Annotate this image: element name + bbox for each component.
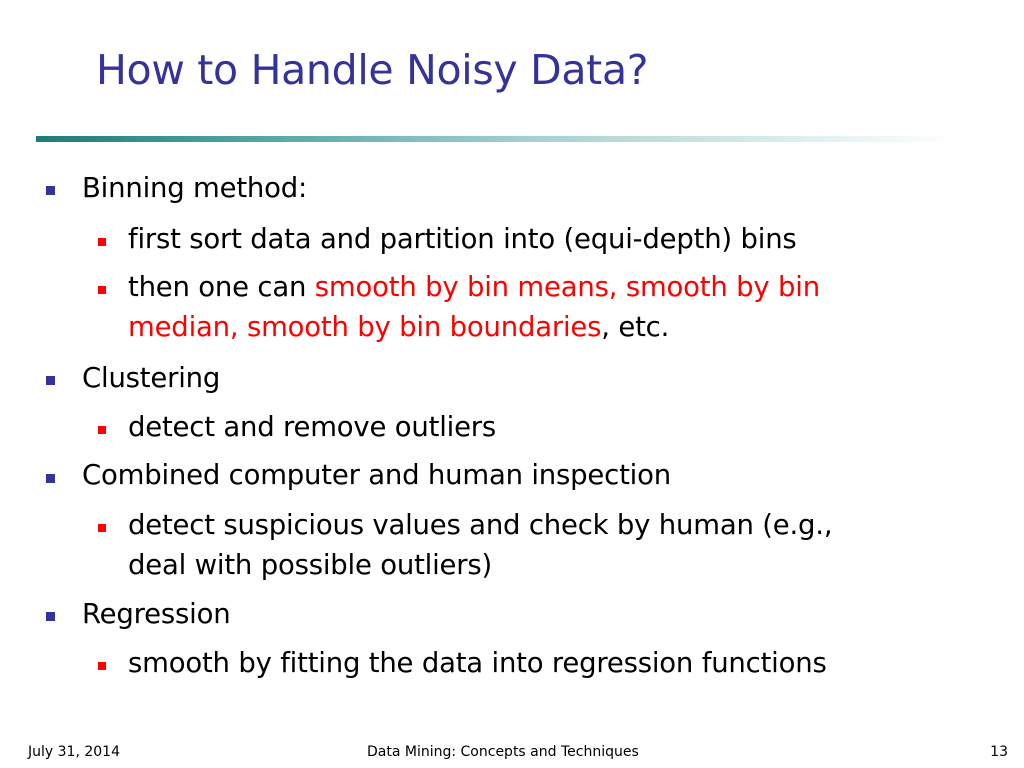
bullet-item-regression: Regression	[82, 598, 231, 630]
slide-title: How to Handle Noisy Data?	[96, 46, 649, 94]
sub-bullet-square-icon	[98, 286, 106, 294]
bullet-square-icon	[46, 186, 55, 195]
sub-bullet-outliers: detect and remove outliers	[128, 411, 497, 443]
sub-bullet-smooth-line1	[128, 271, 820, 303]
sub-bullet-square-icon	[98, 238, 106, 246]
sub-bullet-text: then one can	[128, 271, 315, 303]
footer-date: July 31, 2014	[28, 744, 120, 760]
bullet-square-icon	[46, 376, 55, 385]
bullet-item-clustering: Clustering	[82, 362, 221, 394]
sub-bullet-square-icon	[98, 426, 106, 434]
highlight-text: smooth by bin means, smooth by bin	[314, 271, 820, 303]
sub-bullet-square-icon	[98, 524, 106, 532]
bullet-item-binning: Binning method:	[82, 172, 308, 204]
sub-bullet-text: , etc.	[601, 311, 670, 343]
page-number: 13	[990, 744, 1008, 760]
bullet-square-icon	[46, 474, 55, 483]
sub-bullet-sort-partition: first sort data and partition into (equi-depth) bins	[128, 223, 797, 255]
footer-title: Data Mining: Concepts and Techniques	[367, 744, 639, 760]
sub-bullet-regression-fit: smooth by fitting the data into regression functions	[128, 647, 827, 679]
sub-bullet-square-icon	[98, 662, 106, 670]
bullet-square-icon	[46, 612, 55, 621]
sub-bullet-smooth-line2	[128, 311, 669, 343]
sub-bullet-suspicious-line2: deal with possible outliers)	[128, 549, 493, 581]
highlight-text: median, smooth by bin boundaries	[128, 311, 602, 343]
bullet-item-combined: Combined computer and human inspection	[82, 459, 671, 491]
sub-bullet-suspicious-line1: detect suspicious values and check by human (e.g.,	[128, 509, 833, 541]
